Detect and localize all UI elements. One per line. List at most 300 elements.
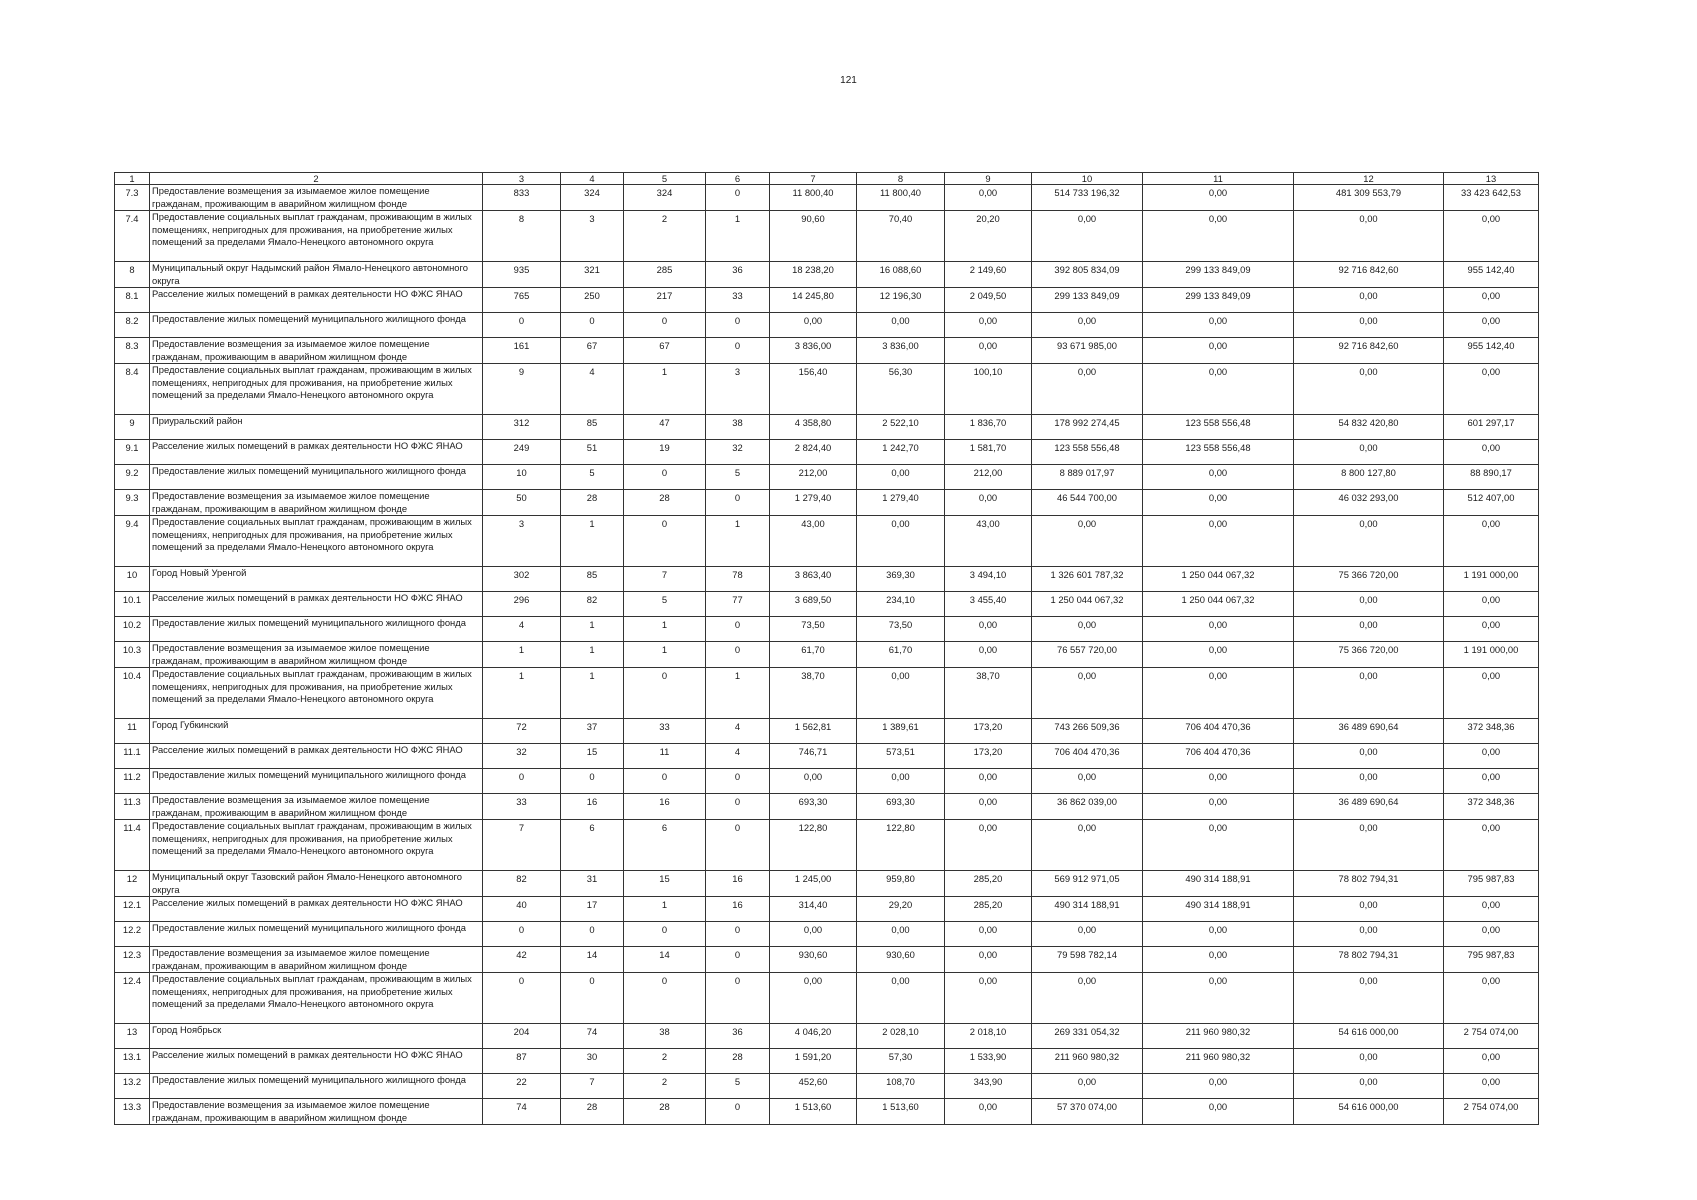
row-name-cell: Расселение жилых помещений в рамках деятельности НО ФЖС ЯНАО — [150, 897, 483, 922]
table-row — [115, 719, 1539, 744]
value-cell-col-8: 1 242,70 — [857, 440, 945, 465]
value-cell-col-9: 0,00 — [945, 185, 1032, 211]
value-cell-col-6: 4 — [706, 744, 770, 769]
value-cell-col-9: 212,00 — [945, 465, 1032, 490]
row-index-cell: 10.3 — [115, 642, 150, 668]
value-cell-col-4: 67 — [561, 338, 624, 364]
row-index-cell: 11.2 — [115, 769, 150, 794]
row-index-cell: 11.3 — [115, 794, 150, 820]
value-cell-col-11: 0,00 — [1143, 1074, 1294, 1099]
row-name-cell: Расселение жилых помещений в рамках деятельности НО ФЖС ЯНАО — [150, 440, 483, 465]
value-cell-col-13: 1 191 000,00 — [1444, 642, 1539, 668]
value-cell-col-9: 285,20 — [945, 871, 1032, 897]
table-row — [115, 516, 1539, 567]
value-cell-col-10: 514 733 196,32 — [1032, 185, 1143, 211]
value-cell-col-10: 0,00 — [1032, 973, 1143, 1024]
value-cell-col-8: 234,10 — [857, 592, 945, 617]
value-cell-col-11: 1 250 044 067,32 — [1143, 567, 1294, 592]
value-cell-col-3: 74 — [483, 1099, 561, 1125]
value-cell-col-8: 573,51 — [857, 744, 945, 769]
value-cell-col-4: 17 — [561, 897, 624, 922]
value-cell-col-4: 321 — [561, 262, 624, 288]
value-cell-col-11: 0,00 — [1143, 820, 1294, 871]
column-header-5: 5 — [624, 173, 706, 185]
row-index-cell: 12.3 — [115, 947, 150, 973]
value-cell-col-6: 33 — [706, 288, 770, 313]
value-cell-col-3: 33 — [483, 794, 561, 820]
table-row — [115, 313, 1539, 338]
value-cell-col-5: 16 — [624, 794, 706, 820]
value-cell-col-7: 3 863,40 — [770, 567, 857, 592]
row-name-cell: Приуральский район — [150, 415, 483, 440]
value-cell-col-6: 0 — [706, 769, 770, 794]
value-cell-col-4: 0 — [561, 769, 624, 794]
column-header-8: 8 — [857, 173, 945, 185]
value-cell-col-4: 16 — [561, 794, 624, 820]
value-cell-col-6: 4 — [706, 719, 770, 744]
value-cell-col-8: 12 196,30 — [857, 288, 945, 313]
value-cell-col-12: 0,00 — [1294, 592, 1444, 617]
value-cell-col-6: 0 — [706, 794, 770, 820]
value-cell-col-12: 0,00 — [1294, 288, 1444, 313]
value-cell-col-3: 935 — [483, 262, 561, 288]
value-cell-col-9: 0,00 — [945, 769, 1032, 794]
value-cell-col-6: 16 — [706, 871, 770, 897]
row-name-cell: Предоставление возмещения за изымаемое жилое помещение гражданам, проживающим в аварийном жилищном фонде — [150, 490, 483, 516]
value-cell-col-10: 269 331 054,32 — [1032, 1024, 1143, 1049]
value-cell-col-7: 61,70 — [770, 642, 857, 668]
row-name-cell: Предоставление возмещения за изымаемое жилое помещение гражданам, проживающим в аварийном жилищном фонде — [150, 1099, 483, 1125]
value-cell-col-13: 0,00 — [1444, 1049, 1539, 1074]
value-cell-col-11: 0,00 — [1143, 668, 1294, 719]
value-cell-col-6: 0 — [706, 617, 770, 642]
value-cell-col-10: 36 862 039,00 — [1032, 794, 1143, 820]
value-cell-col-4: 51 — [561, 440, 624, 465]
row-index-cell: 7.3 — [115, 185, 150, 211]
value-cell-col-11: 706 404 470,36 — [1143, 744, 1294, 769]
row-index-cell: 9.4 — [115, 516, 150, 567]
value-cell-col-4: 1 — [561, 642, 624, 668]
value-cell-col-7: 43,00 — [770, 516, 857, 567]
value-cell-col-11: 1 250 044 067,32 — [1143, 592, 1294, 617]
value-cell-col-13: 0,00 — [1444, 364, 1539, 415]
value-cell-col-10: 392 805 834,09 — [1032, 262, 1143, 288]
value-cell-col-3: 0 — [483, 973, 561, 1024]
value-cell-col-4: 6 — [561, 820, 624, 871]
value-cell-col-7: 18 238,20 — [770, 262, 857, 288]
row-name-cell: Муниципальный округ Надымский район Ямало-Ненецкого автономного округа — [150, 262, 483, 288]
value-cell-col-11: 0,00 — [1143, 1099, 1294, 1125]
value-cell-col-8: 70,40 — [857, 211, 945, 262]
value-cell-col-11: 490 314 188,91 — [1143, 897, 1294, 922]
value-cell-col-3: 296 — [483, 592, 561, 617]
value-cell-col-8: 0,00 — [857, 313, 945, 338]
row-index-cell: 13 — [115, 1024, 150, 1049]
row-index-cell: 10.4 — [115, 668, 150, 719]
value-cell-col-6: 0 — [706, 947, 770, 973]
value-cell-col-6: 36 — [706, 1024, 770, 1049]
value-cell-col-9: 1 533,90 — [945, 1049, 1032, 1074]
value-cell-col-10: 8 889 017,97 — [1032, 465, 1143, 490]
value-cell-col-3: 302 — [483, 567, 561, 592]
value-cell-col-8: 693,30 — [857, 794, 945, 820]
value-cell-col-8: 61,70 — [857, 642, 945, 668]
value-cell-col-13: 0,00 — [1444, 313, 1539, 338]
value-cell-col-12: 78 802 794,31 — [1294, 871, 1444, 897]
value-cell-col-7: 693,30 — [770, 794, 857, 820]
table-row — [115, 871, 1539, 897]
value-cell-col-8: 57,30 — [857, 1049, 945, 1074]
table-row — [115, 668, 1539, 719]
value-cell-col-5: 7 — [624, 567, 706, 592]
row-name-cell: Предоставление возмещения за изымаемое жилое помещение гражданам, проживающим в аварийном жилищном фонде — [150, 185, 483, 211]
value-cell-col-5: 11 — [624, 744, 706, 769]
value-cell-col-12: 0,00 — [1294, 211, 1444, 262]
value-cell-col-8: 29,20 — [857, 897, 945, 922]
value-cell-col-7: 3 689,50 — [770, 592, 857, 617]
row-index-cell: 12.1 — [115, 897, 150, 922]
value-cell-col-12: 54 616 000,00 — [1294, 1099, 1444, 1125]
value-cell-col-12: 0,00 — [1294, 516, 1444, 567]
column-header-1: 1 — [115, 173, 150, 185]
row-name-cell: Предоставление социальных выплат гражданам, проживающим в жилых помещениях, непригодных для проживания, на приобретение жилых помещений за пределами Ямало-Ненецкого автономного округа — [150, 668, 483, 719]
value-cell-col-10: 178 992 274,45 — [1032, 415, 1143, 440]
value-cell-col-5: 5 — [624, 592, 706, 617]
row-index-cell: 12.2 — [115, 922, 150, 947]
value-cell-col-10: 76 557 720,00 — [1032, 642, 1143, 668]
value-cell-col-6: 16 — [706, 897, 770, 922]
value-cell-col-3: 8 — [483, 211, 561, 262]
row-index-cell: 11.4 — [115, 820, 150, 871]
value-cell-col-12: 8 800 127,80 — [1294, 465, 1444, 490]
value-cell-col-6: 36 — [706, 262, 770, 288]
value-cell-col-12: 36 489 690,64 — [1294, 794, 1444, 820]
value-cell-col-4: 4 — [561, 364, 624, 415]
value-cell-col-3: 161 — [483, 338, 561, 364]
value-cell-col-3: 1 — [483, 668, 561, 719]
value-cell-col-8: 369,30 — [857, 567, 945, 592]
value-cell-col-6: 5 — [706, 1074, 770, 1099]
value-cell-col-10: 1 326 601 787,32 — [1032, 567, 1143, 592]
table-row — [115, 185, 1539, 211]
row-name-cell: Расселение жилых помещений в рамках деятельности НО ФЖС ЯНАО — [150, 592, 483, 617]
value-cell-col-12: 0,00 — [1294, 1049, 1444, 1074]
value-cell-col-10: 0,00 — [1032, 516, 1143, 567]
value-cell-col-10: 0,00 — [1032, 211, 1143, 262]
table-row — [115, 794, 1539, 820]
value-cell-col-5: 67 — [624, 338, 706, 364]
value-cell-col-7: 14 245,80 — [770, 288, 857, 313]
row-name-cell: Предоставление возмещения за изымаемое жилое помещение гражданам, проживающим в аварийном жилищном фонде — [150, 642, 483, 668]
value-cell-col-7: 1 562,81 — [770, 719, 857, 744]
value-cell-col-12: 0,00 — [1294, 922, 1444, 947]
value-cell-col-6: 0 — [706, 185, 770, 211]
value-cell-col-8: 16 088,60 — [857, 262, 945, 288]
value-cell-col-9: 0,00 — [945, 794, 1032, 820]
value-cell-col-10: 57 370 074,00 — [1032, 1099, 1143, 1125]
value-cell-col-9: 2 018,10 — [945, 1024, 1032, 1049]
value-cell-col-8: 0,00 — [857, 668, 945, 719]
value-cell-col-13: 795 987,83 — [1444, 871, 1539, 897]
value-cell-col-5: 33 — [624, 719, 706, 744]
value-cell-col-3: 312 — [483, 415, 561, 440]
value-cell-col-3: 42 — [483, 947, 561, 973]
value-cell-col-11: 0,00 — [1143, 516, 1294, 567]
value-cell-col-7: 3 836,00 — [770, 338, 857, 364]
value-cell-col-6: 78 — [706, 567, 770, 592]
table-row — [115, 262, 1539, 288]
value-cell-col-13: 372 348,36 — [1444, 794, 1539, 820]
value-cell-col-4: 15 — [561, 744, 624, 769]
value-cell-col-4: 14 — [561, 947, 624, 973]
value-cell-col-7: 11 800,40 — [770, 185, 857, 211]
value-cell-col-12: 0,00 — [1294, 1074, 1444, 1099]
value-cell-col-6: 0 — [706, 490, 770, 516]
value-cell-col-12: 0,00 — [1294, 769, 1444, 794]
row-index-cell: 8.1 — [115, 288, 150, 313]
value-cell-col-9: 0,00 — [945, 338, 1032, 364]
value-cell-col-4: 74 — [561, 1024, 624, 1049]
value-cell-col-11: 211 960 980,32 — [1143, 1049, 1294, 1074]
value-cell-col-13: 0,00 — [1444, 1074, 1539, 1099]
value-cell-col-9: 0,00 — [945, 313, 1032, 338]
value-cell-col-7: 1 279,40 — [770, 490, 857, 516]
value-cell-col-4: 0 — [561, 922, 624, 947]
row-index-cell: 8 — [115, 262, 150, 288]
table-row — [115, 465, 1539, 490]
value-cell-col-4: 28 — [561, 1099, 624, 1125]
column-header-10: 10 — [1032, 173, 1143, 185]
value-cell-col-4: 85 — [561, 567, 624, 592]
table-row — [115, 440, 1539, 465]
value-cell-col-6: 28 — [706, 1049, 770, 1074]
table-row — [115, 288, 1539, 313]
value-cell-col-5: 2 — [624, 1049, 706, 1074]
value-cell-col-6: 77 — [706, 592, 770, 617]
row-index-cell: 8.2 — [115, 313, 150, 338]
value-cell-col-11: 0,00 — [1143, 490, 1294, 516]
column-header-4: 4 — [561, 173, 624, 185]
value-cell-col-4: 1 — [561, 617, 624, 642]
value-cell-col-10: 46 544 700,00 — [1032, 490, 1143, 516]
column-header-3: 3 — [483, 173, 561, 185]
table-row — [115, 897, 1539, 922]
column-header-6: 6 — [706, 173, 770, 185]
value-cell-col-13: 0,00 — [1444, 820, 1539, 871]
value-cell-col-7: 746,71 — [770, 744, 857, 769]
value-cell-col-13: 0,00 — [1444, 973, 1539, 1024]
value-cell-col-13: 0,00 — [1444, 516, 1539, 567]
value-cell-col-5: 0 — [624, 668, 706, 719]
value-cell-col-9: 0,00 — [945, 947, 1032, 973]
value-cell-col-4: 0 — [561, 313, 624, 338]
row-name-cell: Предоставление жилых помещений муниципального жилищного фонда — [150, 617, 483, 642]
row-index-cell: 11 — [115, 719, 150, 744]
row-index-cell: 13.1 — [115, 1049, 150, 1074]
value-cell-col-8: 0,00 — [857, 973, 945, 1024]
value-cell-col-11: 0,00 — [1143, 364, 1294, 415]
value-cell-col-9: 1 836,70 — [945, 415, 1032, 440]
value-cell-col-3: 32 — [483, 744, 561, 769]
row-index-cell: 10.2 — [115, 617, 150, 642]
value-cell-col-10: 0,00 — [1032, 617, 1143, 642]
row-name-cell: Предоставление социальных выплат гражданам, проживающим в жилых помещениях, непригодных для проживания, на приобретение жилых помещений за пределами Ямало-Ненецкого автономного округа — [150, 820, 483, 871]
value-cell-col-10: 743 266 509,36 — [1032, 719, 1143, 744]
table-row — [115, 617, 1539, 642]
table-row — [115, 973, 1539, 1024]
row-name-cell: Расселение жилых помещений в рамках деятельности НО ФЖС ЯНАО — [150, 744, 483, 769]
value-cell-col-3: 765 — [483, 288, 561, 313]
value-cell-col-11: 0,00 — [1143, 185, 1294, 211]
column-number-row — [115, 173, 1539, 185]
value-cell-col-6: 0 — [706, 1099, 770, 1125]
table-row — [115, 1099, 1539, 1125]
value-cell-col-4: 31 — [561, 871, 624, 897]
table-row — [115, 1049, 1539, 1074]
value-cell-col-8: 0,00 — [857, 516, 945, 567]
value-cell-col-3: 249 — [483, 440, 561, 465]
value-cell-col-13: 955 142,40 — [1444, 338, 1539, 364]
value-cell-col-11: 0,00 — [1143, 617, 1294, 642]
value-cell-col-5: 217 — [624, 288, 706, 313]
value-cell-col-12: 0,00 — [1294, 668, 1444, 719]
value-cell-col-9: 43,00 — [945, 516, 1032, 567]
value-cell-col-5: 0 — [624, 769, 706, 794]
value-cell-col-8: 1 513,60 — [857, 1099, 945, 1125]
value-cell-col-6: 38 — [706, 415, 770, 440]
value-cell-col-7: 156,40 — [770, 364, 857, 415]
value-cell-col-8: 930,60 — [857, 947, 945, 973]
value-cell-col-9: 3 455,40 — [945, 592, 1032, 617]
value-cell-col-4: 37 — [561, 719, 624, 744]
column-header-7: 7 — [770, 173, 857, 185]
value-cell-col-5: 0 — [624, 465, 706, 490]
value-cell-col-7: 452,60 — [770, 1074, 857, 1099]
value-cell-col-11: 0,00 — [1143, 769, 1294, 794]
value-cell-col-7: 0,00 — [770, 313, 857, 338]
value-cell-col-6: 1 — [706, 516, 770, 567]
table-row — [115, 1074, 1539, 1099]
value-cell-col-8: 11 800,40 — [857, 185, 945, 211]
value-cell-col-9: 2 149,60 — [945, 262, 1032, 288]
value-cell-col-4: 250 — [561, 288, 624, 313]
value-cell-col-10: 0,00 — [1032, 922, 1143, 947]
table-row — [115, 567, 1539, 592]
value-cell-col-13: 2 754 074,00 — [1444, 1099, 1539, 1125]
row-name-cell: Предоставление возмещения за изымаемое жилое помещение гражданам, проживающим в аварийном жилищном фонде — [150, 947, 483, 973]
value-cell-col-12: 0,00 — [1294, 440, 1444, 465]
value-cell-col-4: 30 — [561, 1049, 624, 1074]
value-cell-col-5: 28 — [624, 1099, 706, 1125]
row-index-cell: 11.1 — [115, 744, 150, 769]
value-cell-col-10: 0,00 — [1032, 820, 1143, 871]
row-index-cell: 9.3 — [115, 490, 150, 516]
row-name-cell: Предоставление социальных выплат гражданам, проживающим в жилых помещениях, непригодных для проживания, на приобретение жилых помещений за пределами Ямало-Ненецкого автономного округа — [150, 516, 483, 567]
value-cell-col-3: 0 — [483, 769, 561, 794]
row-name-cell: Предоставление жилых помещений муниципального жилищного фонда — [150, 769, 483, 794]
value-cell-col-10: 0,00 — [1032, 364, 1143, 415]
value-cell-col-8: 122,80 — [857, 820, 945, 871]
value-cell-col-8: 2 028,10 — [857, 1024, 945, 1049]
value-cell-col-12: 0,00 — [1294, 820, 1444, 871]
value-cell-col-9: 0,00 — [945, 1099, 1032, 1125]
row-index-cell: 10 — [115, 567, 150, 592]
table-row — [115, 211, 1539, 262]
row-name-cell: Город Ноябрьск — [150, 1024, 483, 1049]
value-cell-col-7: 4 358,80 — [770, 415, 857, 440]
value-cell-col-11: 0,00 — [1143, 211, 1294, 262]
row-index-cell: 13.3 — [115, 1099, 150, 1125]
row-index-cell: 9.1 — [115, 440, 150, 465]
value-cell-col-7: 4 046,20 — [770, 1024, 857, 1049]
value-cell-col-13: 0,00 — [1444, 769, 1539, 794]
value-cell-col-6: 0 — [706, 820, 770, 871]
row-name-cell: Расселение жилых помещений в рамках деятельности НО ФЖС ЯНАО — [150, 1049, 483, 1074]
value-cell-col-9: 3 494,10 — [945, 567, 1032, 592]
value-cell-col-12: 0,00 — [1294, 364, 1444, 415]
row-name-cell: Город Новый Уренгой — [150, 567, 483, 592]
value-cell-col-5: 0 — [624, 922, 706, 947]
value-cell-col-10: 0,00 — [1032, 769, 1143, 794]
value-cell-col-8: 3 836,00 — [857, 338, 945, 364]
value-cell-col-3: 3 — [483, 516, 561, 567]
value-cell-col-12: 0,00 — [1294, 897, 1444, 922]
value-cell-col-7: 314,40 — [770, 897, 857, 922]
value-cell-col-10: 0,00 — [1032, 668, 1143, 719]
row-index-cell: 10.1 — [115, 592, 150, 617]
value-cell-col-3: 833 — [483, 185, 561, 211]
value-cell-col-12: 481 309 553,79 — [1294, 185, 1444, 211]
value-cell-col-7: 122,80 — [770, 820, 857, 871]
value-cell-col-5: 0 — [624, 516, 706, 567]
column-header-12: 12 — [1294, 173, 1444, 185]
value-cell-col-9: 0,00 — [945, 820, 1032, 871]
value-cell-col-5: 47 — [624, 415, 706, 440]
table-row — [115, 922, 1539, 947]
value-cell-col-9: 343,90 — [945, 1074, 1032, 1099]
value-cell-col-9: 0,00 — [945, 490, 1032, 516]
value-cell-col-8: 0,00 — [857, 465, 945, 490]
value-cell-col-12: 36 489 690,64 — [1294, 719, 1444, 744]
value-cell-col-7: 1 591,20 — [770, 1049, 857, 1074]
table-row — [115, 364, 1539, 415]
value-cell-col-9: 2 049,50 — [945, 288, 1032, 313]
value-cell-col-3: 1 — [483, 642, 561, 668]
value-cell-col-13: 0,00 — [1444, 288, 1539, 313]
value-cell-col-5: 0 — [624, 313, 706, 338]
value-cell-col-7: 1 513,60 — [770, 1099, 857, 1125]
value-cell-col-9: 20,20 — [945, 211, 1032, 262]
value-cell-col-11: 123 558 556,48 — [1143, 440, 1294, 465]
value-cell-col-3: 10 — [483, 465, 561, 490]
row-name-cell: Предоставление социальных выплат гражданам, проживающим в жилых помещениях, непригодных для проживания, на приобретение жилых помещений за пределами Ямало-Ненецкого автономного округа — [150, 973, 483, 1024]
row-index-cell: 12.4 — [115, 973, 150, 1024]
value-cell-col-12: 0,00 — [1294, 973, 1444, 1024]
value-cell-col-8: 73,50 — [857, 617, 945, 642]
value-cell-col-13: 512 407,00 — [1444, 490, 1539, 516]
value-cell-col-3: 9 — [483, 364, 561, 415]
value-cell-col-3: 0 — [483, 922, 561, 947]
value-cell-col-7: 0,00 — [770, 769, 857, 794]
value-cell-col-12: 75 366 720,00 — [1294, 567, 1444, 592]
value-cell-col-10: 299 133 849,09 — [1032, 288, 1143, 313]
value-cell-col-13: 0,00 — [1444, 897, 1539, 922]
table-row — [115, 820, 1539, 871]
row-name-cell: Город Губкинский — [150, 719, 483, 744]
value-cell-col-10: 123 558 556,48 — [1032, 440, 1143, 465]
row-name-cell: Предоставление жилых помещений муниципального жилищного фонда — [150, 313, 483, 338]
value-cell-col-5: 2 — [624, 211, 706, 262]
